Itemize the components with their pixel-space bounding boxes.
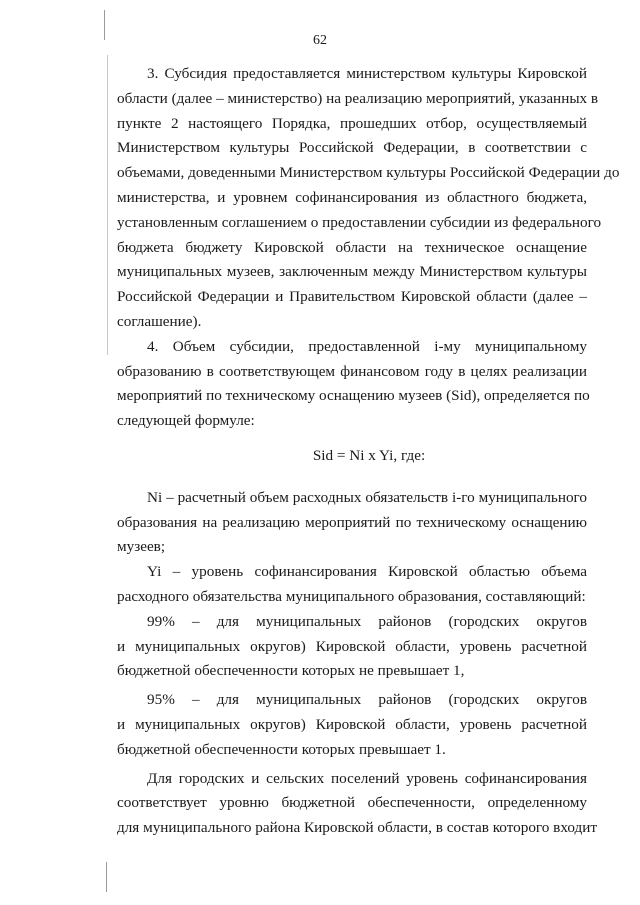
- text-line: Ni – расчетный объем расходных обязательств i-го муниципального: [147, 488, 587, 506]
- page-number: 62: [313, 33, 327, 48]
- text-line: Для городских и сельских поселений уровень софинансирования: [147, 769, 587, 787]
- paragraph-yi: [117, 560, 587, 610]
- formula: Sid = Ni x Yi, где:: [312, 446, 426, 464]
- text-line: и муниципальных округов) Кировской области, уровень расчетной: [117, 715, 587, 733]
- text-line: и муниципальных округов) Кировской области, уровень расчетной: [117, 637, 587, 655]
- text-line: установленным соглашением о предоставлении субсидии из федерального: [117, 213, 602, 231]
- text-line: области (далее – министерство) на реализацию мероприятий, указанных в: [117, 89, 599, 107]
- paragraph-4: [117, 335, 590, 434]
- paragraph-settlements: [117, 767, 597, 841]
- text-line: муниципальных музеев, заключенным между Министерством культуры: [117, 263, 587, 281]
- text-line: Министерством культуры Российской Федерации, в соответствии с: [117, 139, 587, 157]
- paragraph-ni: [117, 486, 587, 560]
- text-line: мероприятий по техническому оснащению музеев (Sid), определяется по: [117, 387, 590, 405]
- text-line: Yi – уровень софинансирования Кировской областью объема: [147, 563, 587, 581]
- text-line: 95% – для муниципальных районов (городских округов: [147, 691, 587, 709]
- document-body: [117, 62, 620, 841]
- text-line: следующей формуле:: [117, 412, 255, 430]
- text-line: соглашение).: [117, 312, 202, 330]
- text-line: Российской Федерации и Правительством Кировской области (далее –: [117, 288, 587, 306]
- text-line: объемами, доведенными Министерством культуры Российской Федерации до: [117, 164, 620, 182]
- text-line: 4. Объем субсидии, предоставленной i-му муниципальному: [147, 337, 587, 355]
- text-line: министерства, и уровнем софинансирования из областного бюджета,: [117, 188, 587, 206]
- text-line: соответствует уровню бюджетной обеспеченности, определенному: [117, 794, 587, 812]
- binder-line-bottom: [106, 862, 107, 892]
- text-line: бюджета бюджету Кировской области на техническое оснащение: [117, 238, 587, 256]
- binder-line-mid: [107, 55, 108, 355]
- text-line: расходного обязательства муниципального образования, составляющий:: [117, 587, 586, 605]
- paragraph-99-percent: [117, 610, 587, 684]
- binder-line-top: [104, 10, 105, 40]
- text-line: 99% – для муниципальных районов (городских округов: [147, 612, 587, 630]
- text-line: бюджетной обеспеченности которых превышает 1.: [117, 740, 446, 758]
- paragraph-95-percent: [117, 688, 587, 762]
- text-line: музеев;: [117, 538, 166, 556]
- text-line: пункте 2 настоящего Порядка, прошедших отбор, осуществляемый: [117, 114, 587, 132]
- paragraph-3: [117, 62, 620, 335]
- text-line: для муниципального района Кировской области, в состав которого входит: [117, 819, 597, 837]
- text-line: образованию в соответствующем финансовом году в целях реализации: [117, 362, 587, 380]
- text-line: образования на реализацию мероприятий по техническому оснащению: [117, 513, 587, 531]
- text-line: 3. Субсидия предоставляется министерством культуры Кировской: [147, 65, 587, 82]
- text-line: бюджетной обеспеченности которых не превышает 1,: [117, 662, 465, 680]
